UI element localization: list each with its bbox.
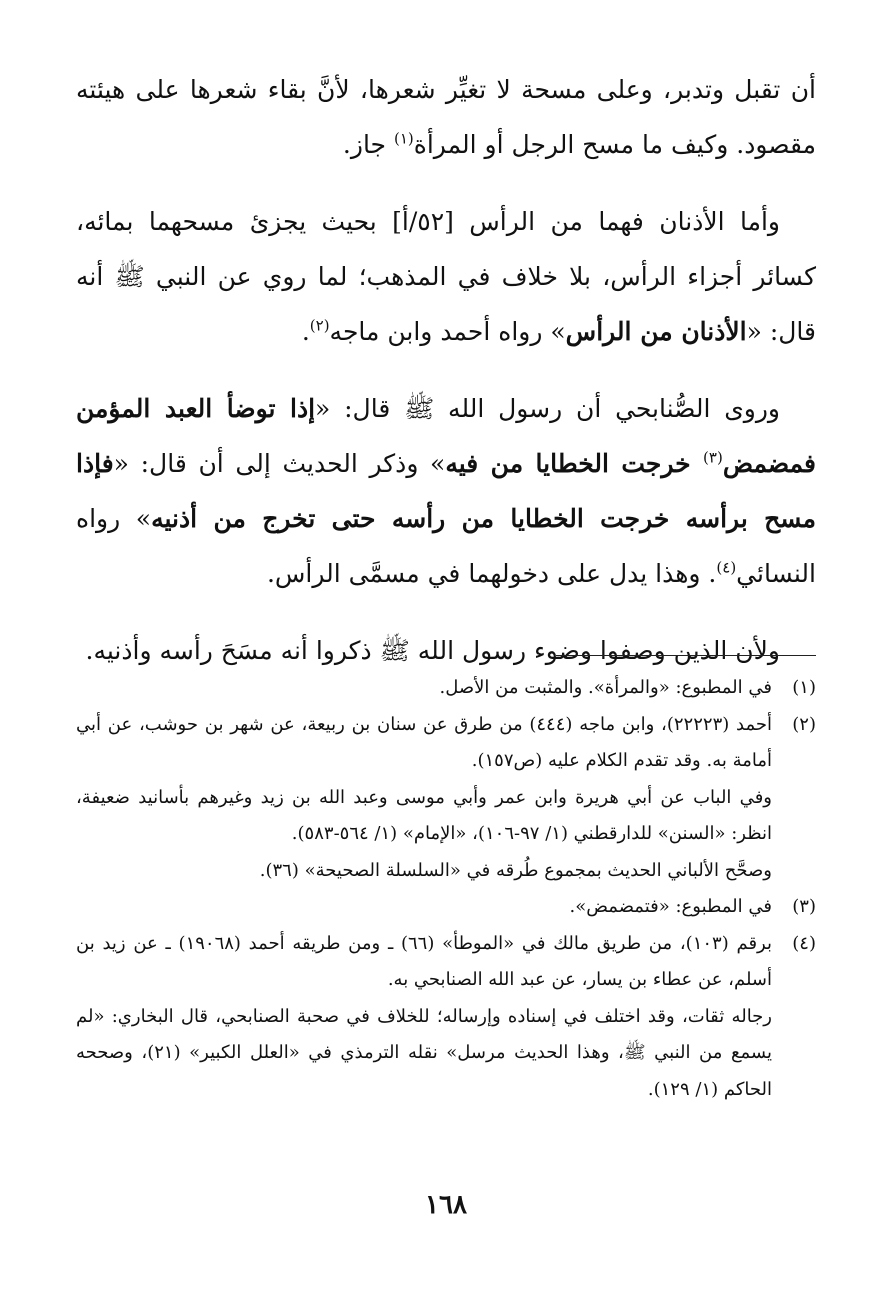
footnote-4 (76, 926, 816, 1109)
paragraph-2 (76, 194, 816, 359)
footnote-ref: (١) (393, 129, 414, 148)
text-run: . (301, 317, 310, 346)
footnote-number: (١) (792, 677, 816, 698)
footnote-line: رجاله ثقات، وقد اختلف في إسناده وإرساله؛ للخلاف في صحبة الصنابحي، قال البخاري: «لم يسمع من النبي ﷺ، وهذا الحديث مرسل» نقله الترمذي في «العلل الكبير» (٢١)، وصححه الحاكم (١/ ١٢٩). (76, 1005, 772, 1100)
footnote-ref: (٢) (309, 316, 330, 335)
footnote-2 (76, 707, 816, 890)
hadith-quote: إذا توضأ العبد المؤمن فمضمض (76, 394, 816, 478)
footnote-3 (76, 889, 816, 926)
footnote-separator (556, 655, 816, 656)
footnote-1 (76, 670, 816, 707)
footnote-number: (٣) (792, 896, 816, 917)
footnote-number: (٤) (792, 932, 816, 954)
paragraph-4: ولأن الذين وصفوا وضوء رسول الله ﷺ ذكروا أنه مسَحَ رأسه وأذنيه. (85, 636, 780, 665)
page-number: ١٦٨ (425, 1190, 467, 1220)
footnote-line: في المطبوع: «والمرأة». والمثبت من الأصل. (439, 677, 772, 698)
text-run: » وذكر الحديث إلى أن قال: « (113, 449, 446, 478)
text-run: وأما الأذنان فهما من الرأس [٥٢/أ] بحيث يجزئ مسحهما بمائه، كسائر أجزاء الرأس، بلا خلاف في المذهب؛ لما روي عن النبي ﷺ أنه قال: « (76, 207, 816, 346)
hadith-quote: خرجت الخطايا من فيه (445, 449, 704, 478)
text-run: أن تقبل وتدبر، وعلى مسحة لا تغيِّر شعرها، لأنَّ بقاء شعرها على هيئته مقصود. وكيف ما مسح الرجل أو المرأة (76, 75, 816, 159)
footnote-line: في المطبوع: «فتمضمض». (569, 896, 772, 917)
text-run: » رواه النسائي (76, 504, 816, 588)
footnote-number: (٢) (792, 713, 816, 735)
footnote-line: برقم (١٠٣)، من طريق مالك في «الموطأ» (٦٦) ـ ومن طريقه أحمد (١٩٠٦٨) ـ عن زيد بن أسلم، عن عطاء بن يسار، عن عبد الله الصنابحي به. (76, 932, 772, 990)
paragraph-1 (76, 62, 816, 172)
footnote-line: وصحَّح الألباني الحديث بمجموع طُرقه في «السلسلة الصحيحة» (٣٦). (259, 859, 772, 881)
text-run: جاز. (342, 130, 394, 159)
main-text (76, 62, 816, 678)
footnote-ref: (٣) (703, 448, 723, 467)
paragraph-3 (76, 381, 816, 601)
text-run: وروى الصُّنابحي أن رسول الله ﷺ قال: « (315, 394, 780, 423)
footnote-line: وفي الباب عن أبي هريرة وابن عمر وأبي موسى وعبد الله بن زيد وغيرهم بأسانيد ضعيفة، انظر: «السنن» للدارقطني (١/ ٩٧-١٠٦)، «الإمام» (١/ ٥٦٤-٥٨٣). (76, 786, 772, 844)
text-run: . وهذا يدل على دخولهما في مسمَّى الرأس. (266, 559, 717, 588)
hadith-quote: فإذا مسح برأسه خرجت الخطايا من رأسه حتى تخرج من أذنيه (76, 449, 816, 533)
hadith-quote: الأذنان من الرأس (565, 317, 747, 346)
footnote-line: أحمد (٢٢٢٢٣)، وابن ماجه (٤٤٤) من طرق عن سنان بن ربيعة، عن شهر بن حوشب، عن أبي أمامة به. وقد تقدم الكلام عليه (ص١٥٧). (76, 713, 773, 771)
text-run: » رواه أحمد وابن ماجه (329, 317, 566, 346)
footnotes (76, 670, 816, 1108)
footnote-ref: (٤) (716, 558, 737, 577)
